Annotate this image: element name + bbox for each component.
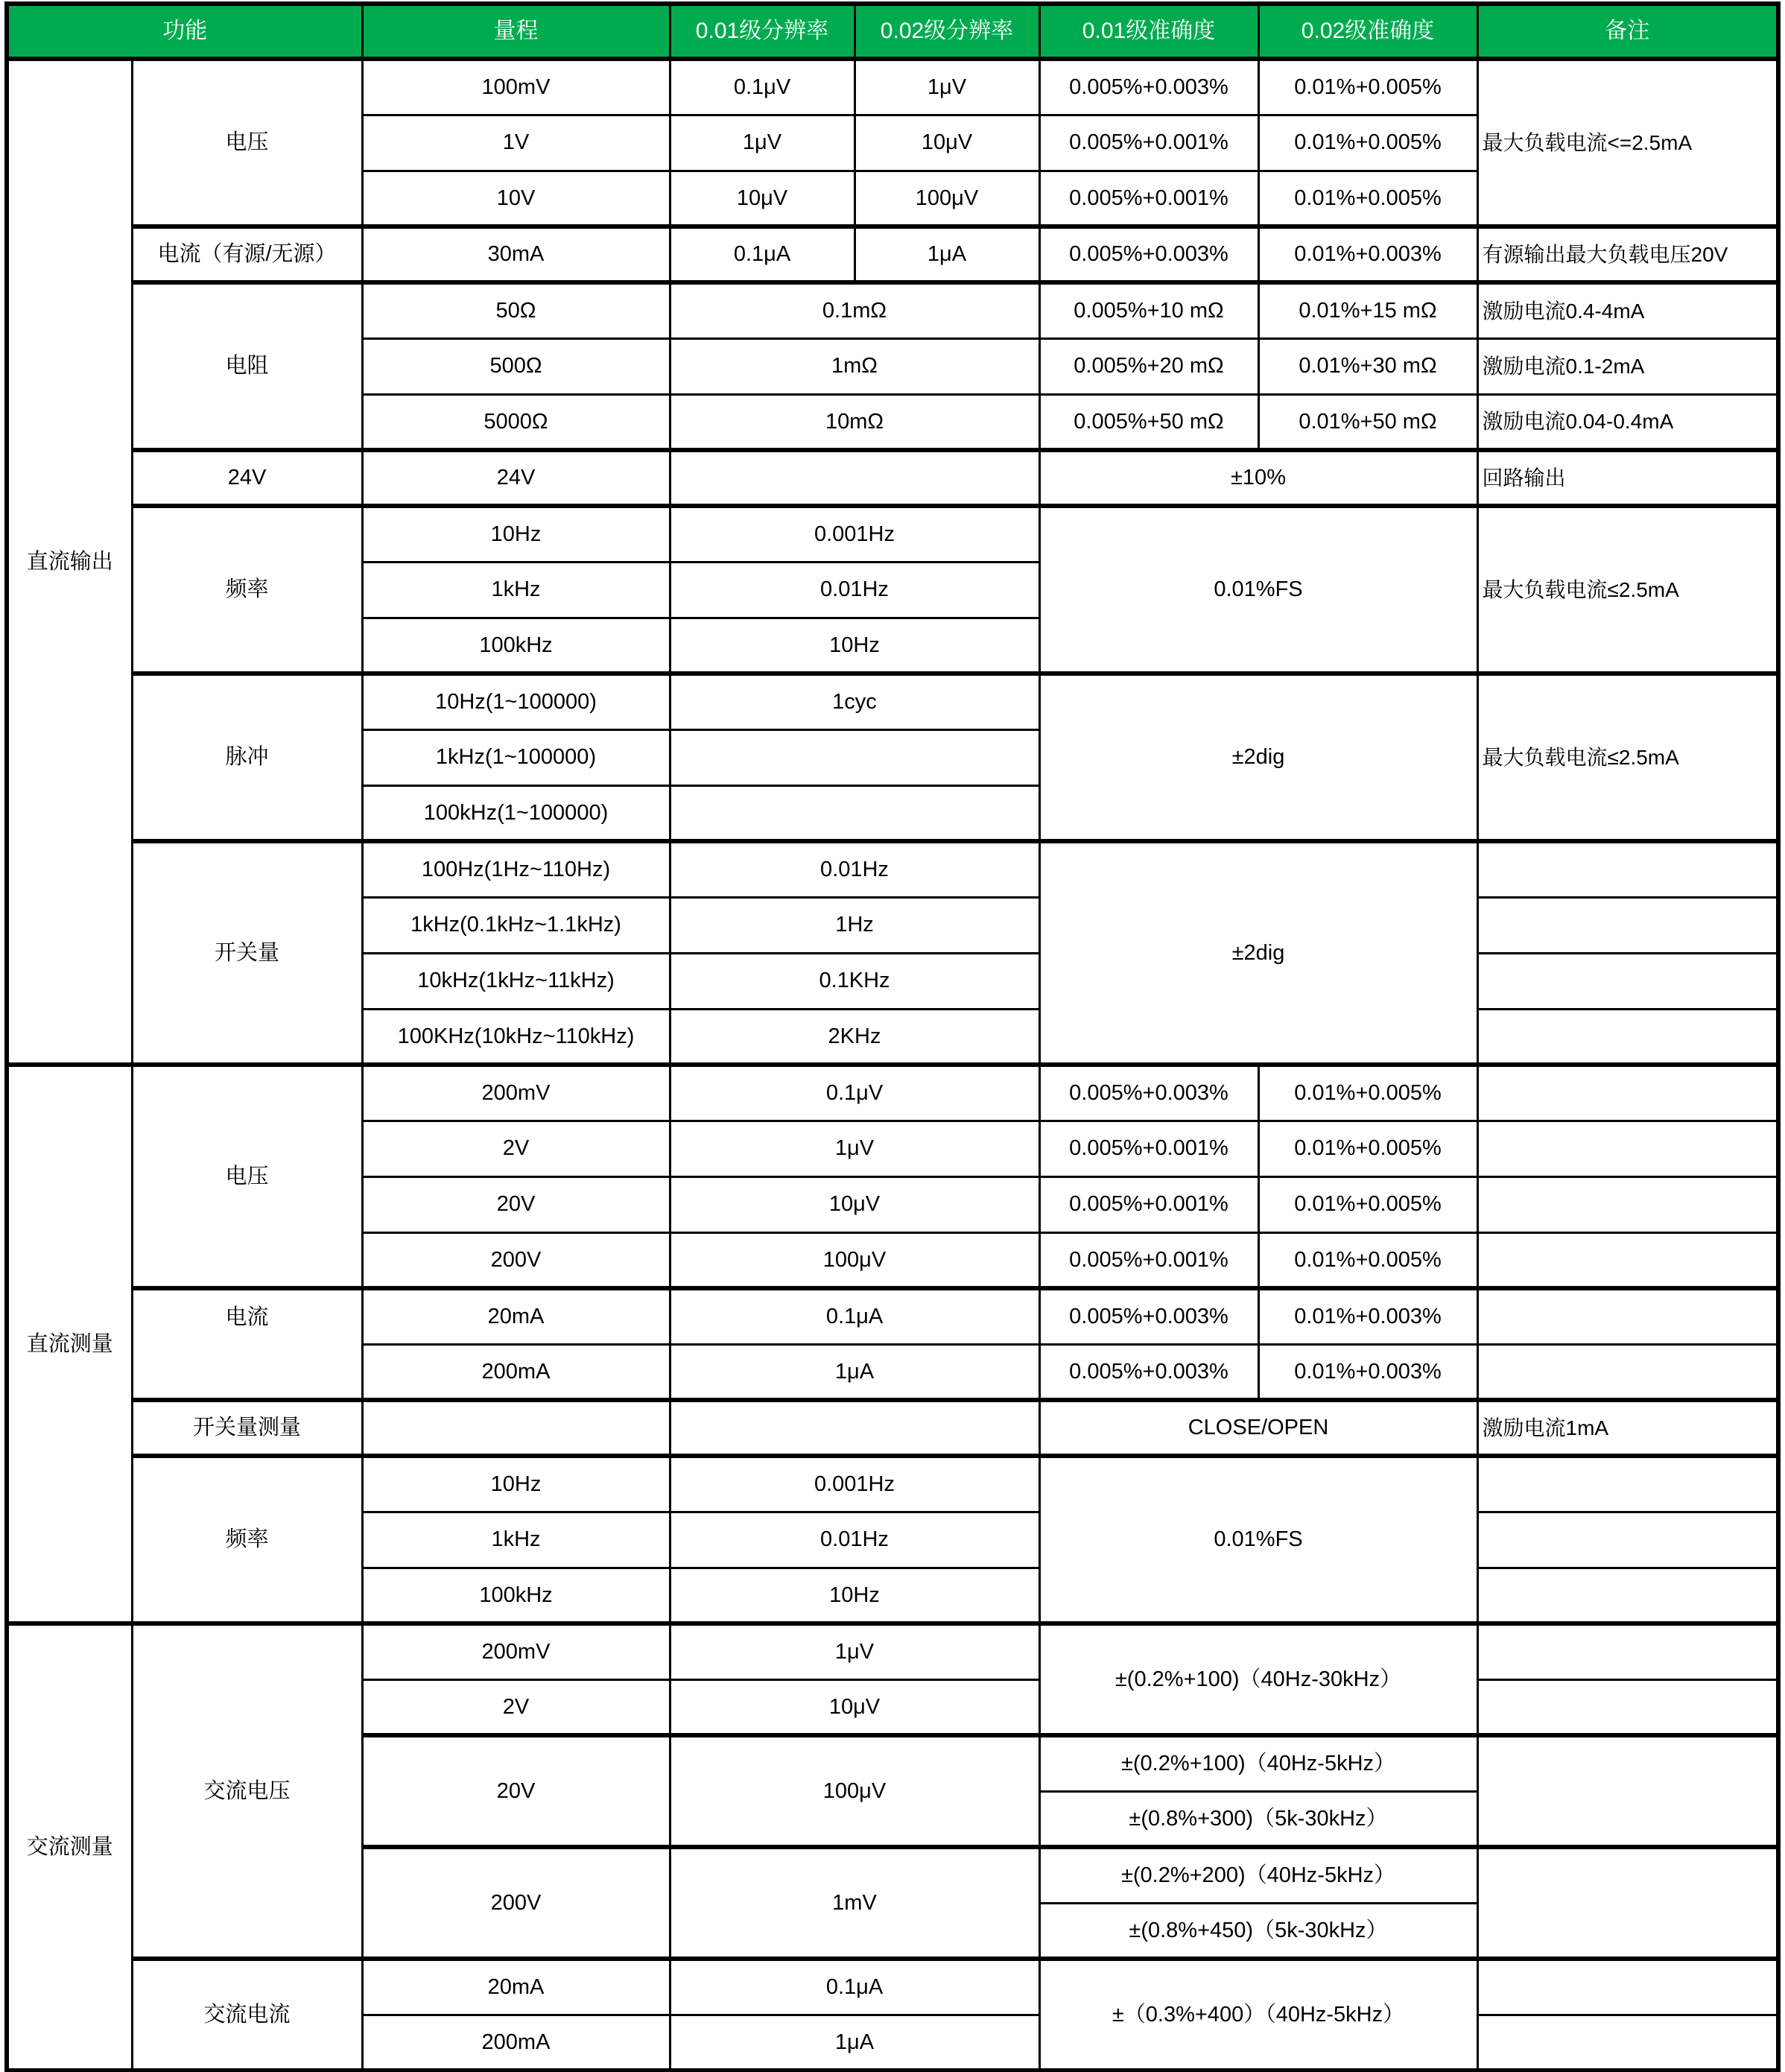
range-cell: 10kHz(1kHz~11kHz) [362,953,670,1009]
res-cell-empty [670,1400,1039,1456]
remark-cell-empty [1477,1679,1778,1735]
acc-cell: 0.01%+30 mΩ [1258,338,1477,394]
res-cell: 1Hz [670,897,1039,953]
header-cell-function: 功能 [7,4,362,59]
label-cell-ac-current: 交流电流 [132,1959,362,2071]
acc-cell: 0.01%+0.005% [1258,59,1477,115]
table-row [7,226,1778,282]
remark-cell-empty [1477,1959,1778,2015]
acc-cell: 0.005%+0.001% [1039,171,1258,226]
res-cell: 1μA [855,226,1039,282]
res-cell: 1mΩ [670,338,1039,394]
header-row [7,4,1778,59]
range-cell: 20V [362,1176,670,1232]
range-cell: 1V [362,115,670,171]
range-cell: 200mV [362,1623,670,1679]
res-cell: 1μV [855,59,1039,115]
acc-cell: 0.01%+15 mΩ [1258,282,1477,338]
acc-cell: 0.005%+0.001% [1039,115,1258,171]
res-cell: 1μV [670,1121,1039,1176]
remark-cell: 激励电流0.1-2mA [1477,338,1778,394]
res-cell: 10Hz [670,1568,1039,1623]
remark-cell-empty [1477,1623,1778,1679]
acc-cell: 0.005%+0.001% [1039,1232,1258,1288]
remark-cell-empty [1477,1232,1778,1288]
range-cell: 100kHz [362,1568,670,1623]
label-cell-frequency: 频率 [132,1456,362,1623]
remark-cell-empty [1477,1288,1778,1344]
res-cell: 10μV [855,115,1039,171]
header-cell-remark: 备注 [1477,4,1778,59]
range-cell: 20V [362,1735,670,1847]
label-cell-voltage: 电压 [132,1065,362,1288]
acc-cell: ±10% [1039,450,1477,506]
acc-cell: ±（0.3%+400）（40Hz-5kHz） [1039,1959,1477,2071]
acc-cell: 0.01%+0.005% [1258,1065,1477,1121]
range-cell: 2V [362,1679,670,1735]
remark-cell: 激励电流0.04-0.4mA [1477,394,1778,450]
acc-cell: 0.005%+0.003% [1039,59,1258,115]
res-cell: 1μV [670,115,855,171]
res-cell: 0.1mΩ [670,282,1039,338]
range-cell: 100kHz(1~100000) [362,785,670,841]
label-cell-current: 电流（有源/无源） [132,226,362,282]
acc-cell: 0.01%+0.005% [1258,1232,1477,1288]
res-cell: 0.1μA [670,1288,1039,1344]
acc-cell: 0.005%+50 mΩ [1039,394,1258,450]
res-cell: 100μV [670,1232,1039,1288]
range-cell: 100mV [362,59,670,115]
res-cell: 1mV [670,1847,1039,1959]
res-cell: 1cyc [670,674,1039,729]
acc-cell: 0.01%FS [1039,506,1477,674]
header-cell-res001: 0.01级分辨率 [670,4,855,59]
range-cell: 20mA [362,1288,670,1344]
table-row [7,506,1778,562]
res-cell: 0.1μV [670,1065,1039,1121]
acc-cell: 0.01%+0.005% [1258,171,1477,226]
acc-cell: 0.005%+0.003% [1039,1065,1258,1121]
res-cell: 2KHz [670,1009,1039,1065]
group-cell-dc-measure: 直流测量 [7,1065,132,1623]
table-row [7,1456,1778,1512]
remark-cell: 最大负载电流<=2.5mA [1477,59,1778,226]
table-row [7,1065,1778,1121]
label-cell-current: 电流 [132,1288,362,1400]
acc-cell: 0.01%+0.003% [1258,1344,1477,1400]
acc-cell: ±2dig [1039,674,1477,841]
label-cell-switch: 开关量 [132,841,362,1065]
range-cell: 1kHz(0.1kHz~1.1kHz) [362,897,670,953]
res-cell: 10mΩ [670,394,1039,450]
range-cell: 200mV [362,1065,670,1121]
range-cell-empty [362,1400,670,1456]
header-cell-acc001: 0.01级准确度 [1039,4,1258,59]
res-cell-empty [670,450,1039,506]
remark-cell-empty [1477,1512,1778,1568]
range-cell: 1kHz [362,1512,670,1568]
res-cell: 0.1μA [670,226,855,282]
res-cell: 0.1μV [670,59,855,115]
table-row [7,1623,1778,1679]
acc-cell: 0.005%+0.003% [1039,1288,1258,1344]
group-cell-dc-output: 直流输出 [7,59,132,1065]
label-cell-switch-measure: 开关量测量 [132,1400,362,1456]
range-cell: 50Ω [362,282,670,338]
header-cell-acc002: 0.02级准确度 [1258,4,1477,59]
acc-cell: 0.005%+0.001% [1039,1121,1258,1176]
table-row [7,282,1778,338]
table-row [7,1400,1778,1456]
remark-cell-empty [1477,1847,1778,1959]
remark-cell-empty [1477,841,1778,897]
remark-cell-empty [1477,1735,1778,1847]
acc-cell: 0.01%+50 mΩ [1258,394,1477,450]
range-cell: 1kHz [362,562,670,618]
remark-cell-empty [1477,1121,1778,1176]
remark-cell: 最大负载电流≤2.5mA [1477,674,1778,841]
label-cell-24v: 24V [132,450,362,506]
table-row [7,674,1778,729]
remark-cell-empty [1477,1568,1778,1623]
res-cell: 10Hz [670,618,1039,674]
acc-cell: ±(0.2%+100)（40Hz-30kHz） [1039,1623,1477,1735]
acc-cell: ±2dig [1039,841,1477,1065]
range-cell: 10Hz [362,506,670,562]
range-cell: 10V [362,171,670,226]
table-row [7,841,1778,897]
res-cell: 0.001Hz [670,506,1039,562]
table-row [7,1288,1778,1344]
table-row [7,59,1778,115]
range-cell: 10Hz [362,1456,670,1512]
res-cell: 0.01Hz [670,562,1039,618]
acc-cell: ±(0.2%+100)（40Hz-5kHz） [1039,1735,1477,1791]
remark-cell-empty [1477,1065,1778,1121]
acc-cell: 0.01%FS [1039,1456,1477,1623]
remark-cell-empty [1477,1176,1778,1232]
range-cell: 500Ω [362,338,670,394]
res-cell: 0.001Hz [670,1456,1039,1512]
remark-cell: 有源输出最大负载电压20V [1477,226,1778,282]
res-cell: 0.1μA [670,1959,1039,2015]
acc-cell: 0.005%+10 mΩ [1039,282,1258,338]
remark-cell-empty [1477,1009,1778,1065]
res-cell-empty [670,785,1039,841]
table-row [7,450,1778,506]
range-cell: 200V [362,1232,670,1288]
range-cell: 24V [362,450,670,506]
range-cell: 1kHz(1~100000) [362,729,670,785]
range-cell: 200V [362,1847,670,1959]
res-cell: 100μV [855,171,1039,226]
remark-cell: 回路输出 [1477,450,1778,506]
acc-cell: ±(0.8%+450)（5k-30kHz） [1039,1903,1477,1959]
res-cell-empty [670,729,1039,785]
res-cell: 0.01Hz [670,841,1039,897]
remark-cell-empty [1477,1456,1778,1512]
label-cell-pulse: 脉冲 [132,674,362,841]
remark-cell-empty [1477,1344,1778,1400]
label-cell-frequency: 频率 [132,506,362,674]
acc-cell: 0.005%+0.001% [1039,1176,1258,1232]
spec-table [4,1,1781,2072]
group-cell-ac-measure: 交流测量 [7,1623,132,2071]
res-cell: 10μV [670,1176,1039,1232]
acc-cell: 0.01%+0.005% [1258,1176,1477,1232]
range-cell: 20mA [362,1959,670,2015]
acc-cell: 0.01%+0.005% [1258,1121,1477,1176]
header-cell-range: 量程 [362,4,670,59]
res-cell: 100μV [670,1735,1039,1847]
acc-cell: 0.005%+20 mΩ [1039,338,1258,394]
acc-cell: 0.01%+0.003% [1258,226,1477,282]
res-cell: 1μA [670,2015,1039,2071]
range-cell: 100kHz [362,618,670,674]
res-cell: 0.01Hz [670,1512,1039,1568]
res-cell: 10μV [670,171,855,226]
label-cell-ac-voltage: 交流电压 [132,1623,362,1959]
label-cell-voltage: 电压 [132,59,362,226]
remark-cell: 最大负载电流≤2.5mA [1477,506,1778,674]
acc-cell: 0.005%+0.003% [1039,1344,1258,1400]
table-row [7,1959,1778,2015]
acc-cell: 0.01%+0.003% [1258,1288,1477,1344]
acc-cell: ±(0.2%+200)（40Hz-5kHz） [1039,1847,1477,1903]
label-cell-resistance: 电阻 [132,282,362,450]
range-cell: 200mA [362,2015,670,2071]
remark-cell-empty [1477,2015,1778,2071]
acc-cell: 0.01%+0.005% [1258,115,1477,171]
range-cell: 100Hz(1Hz~110Hz) [362,841,670,897]
range-cell: 30mA [362,226,670,282]
res-cell: 10μV [670,1679,1039,1735]
range-cell: 200mA [362,1344,670,1400]
remark-cell-empty [1477,953,1778,1009]
acc-cell: CLOSE/OPEN [1039,1400,1477,1456]
res-cell: 1μA [670,1344,1039,1400]
range-cell: 2V [362,1121,670,1176]
remark-cell: 激励电流0.4-4mA [1477,282,1778,338]
acc-cell: ±(0.8%+300)（5k-30kHz） [1039,1791,1477,1847]
range-cell: 10Hz(1~100000) [362,674,670,729]
res-cell: 1μV [670,1623,1039,1679]
header-cell-res002: 0.02级分辨率 [855,4,1039,59]
remark-cell: 激励电流1mA [1477,1400,1778,1456]
acc-cell: 0.005%+0.003% [1039,226,1258,282]
range-cell: 100KHz(10kHz~110kHz) [362,1009,670,1065]
range-cell: 5000Ω [362,394,670,450]
res-cell: 0.1KHz [670,953,1039,1009]
remark-cell-empty [1477,897,1778,953]
